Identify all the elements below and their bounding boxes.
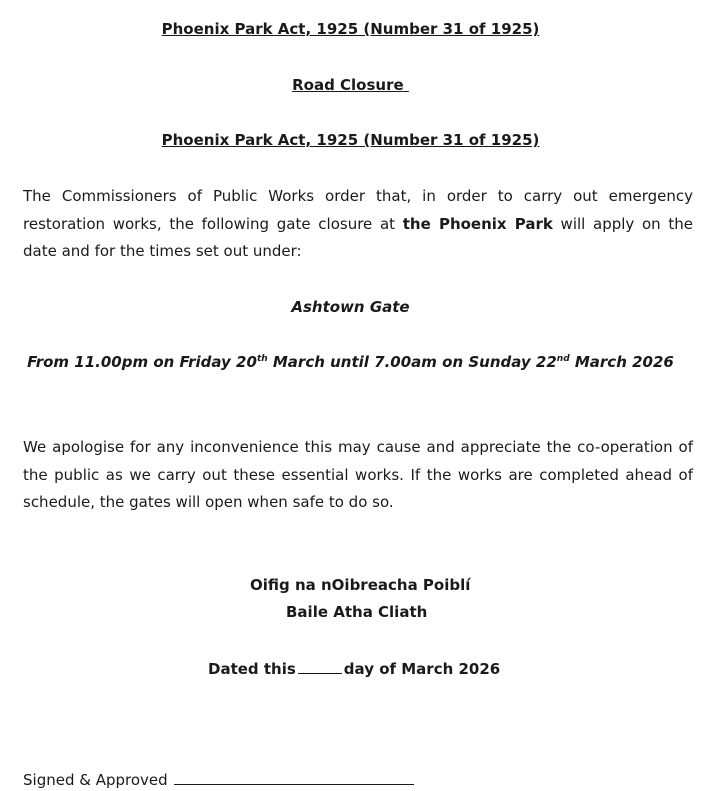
schedule-part-2: March until 7.00am on Sunday 22	[267, 353, 557, 371]
act-title-second: Phoenix Park Act, 1925 (Number 31 of 1925)	[161, 131, 540, 149]
signature-blank	[174, 770, 414, 785]
office-name: Oifig na nOibreacha Poiblí	[250, 576, 471, 594]
schedule-sup-1: th	[256, 354, 268, 364]
road-closure-text: Road Closure	[292, 76, 404, 94]
intro-line-2-start: restoration works, the following gate closure at	[23, 214, 403, 233]
act-title-top: Phoenix Park Act, 1925 (Number 31 of 1925)	[161, 20, 540, 38]
gate-name: Ashtown Gate	[291, 298, 410, 316]
intro-paragraph	[23, 183, 693, 266]
signed-approved-label: Signed & Approved	[23, 771, 168, 789]
closure-schedule	[0, 353, 701, 371]
road-closure-heading	[0, 76, 701, 94]
office-location: Baile Atha Cliath	[286, 603, 428, 621]
intro-line-2-end: will apply on the	[552, 214, 694, 233]
phoenix-park-bold: the Phoenix Park	[402, 214, 553, 233]
apology-line-1: We apologise for any inconvenience this may cause and appreciate the co-operation of	[23, 438, 693, 456]
dated-line	[208, 659, 500, 678]
day-blank	[298, 659, 342, 674]
schedule-part-3: March 2026	[569, 353, 674, 371]
dated-suffix: day of March 2026	[343, 660, 501, 678]
apology-line-3: schedule, the gates will open when safe to do so.	[23, 493, 394, 511]
schedule-sup-2: nd	[556, 354, 570, 364]
apology-line-2: the public as we carry out these essential works. If the works are completed ahead of	[23, 465, 693, 484]
intro-line-3: date and for the times set out under:	[23, 242, 302, 260]
signature-line	[23, 770, 414, 789]
apology-paragraph	[23, 434, 693, 517]
intro-line-2	[23, 211, 693, 239]
schedule-part-1: From 11.00pm on Friday 20	[27, 353, 257, 371]
intro-line-1: The Commissioners of Public Works order that, in order to carry out emergency	[23, 187, 693, 205]
dated-prefix: Dated this	[208, 660, 296, 678]
